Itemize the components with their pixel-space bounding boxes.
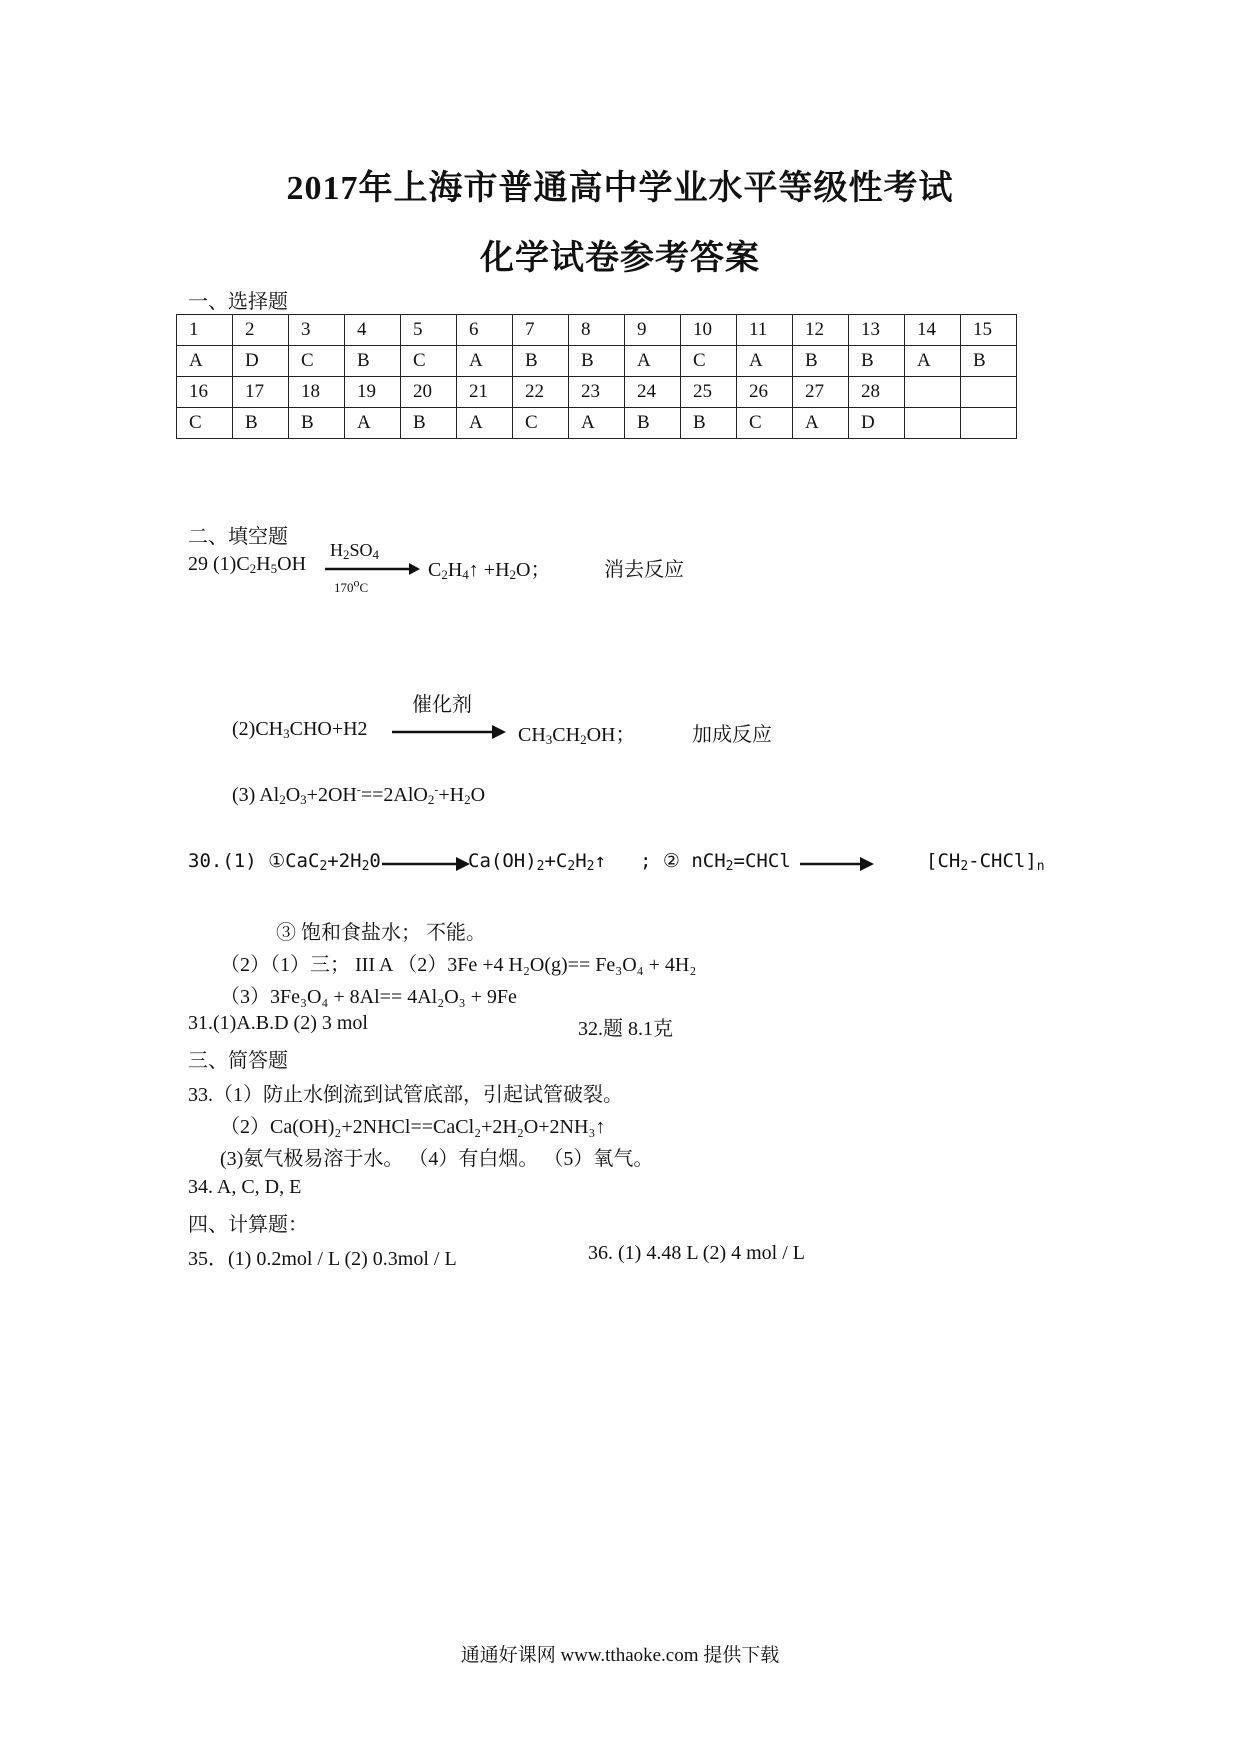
q35: 35．(1) 0.2mol / L (2) 0.3mol / L [188, 1248, 457, 1270]
page-subtitle: 化学试卷参考答案 [480, 240, 760, 277]
reaction-arrow-icon [800, 856, 876, 872]
question-number-cell: 2 [233, 315, 289, 346]
question-number-cell: 13 [849, 315, 905, 346]
answer-row [177, 408, 1017, 439]
question-number-cell: 3 [289, 315, 345, 346]
question-number-cell: 16 [177, 377, 233, 408]
answer-cell: A [625, 346, 681, 377]
answer-cell: D [233, 346, 289, 377]
q34: 34. A, C, D, E [188, 1176, 302, 1198]
q30-part1-b-product: $[CH_2-CHCl]_n$ [926, 850, 1045, 874]
q30-part1-a: 30.(1) $①CaC_2+2H_20$ [188, 850, 381, 874]
q29-part2-reactant: $(2)CH_3CHO+H2$ [232, 718, 368, 741]
question-number-cell: 15 [961, 315, 1017, 346]
question-number-cell: 9 [625, 315, 681, 346]
question-number-cell: 6 [457, 315, 513, 346]
answer-cell: A [457, 346, 513, 377]
question-number-cell: 26 [737, 377, 793, 408]
question-number-cell: 25 [681, 377, 737, 408]
question-number-cell: 5 [401, 315, 457, 346]
q29-part1-reactant: 29 $(1)C_2H_5OH$ [188, 553, 307, 576]
answer-cell: C [737, 408, 793, 439]
q29-part1-type: 消去反应 [604, 559, 684, 581]
answer-cell: C [401, 346, 457, 377]
answer-cell: C [177, 408, 233, 439]
answer-cell: B [681, 408, 737, 439]
question-number-row [177, 315, 1017, 346]
question-number-cell [961, 377, 1017, 408]
q29-part2-product: $CH_3CH_2OH$； [518, 724, 636, 747]
footer-credit: 通通好课网 www.tthaoke.com 提供下载 [460, 1645, 780, 1666]
question-number-row [177, 377, 1017, 408]
q33-part1: 33.（1）防止水倒流到试管底部，引起试管破裂。 [188, 1084, 623, 1106]
reaction-arrow-icon [392, 724, 508, 740]
question-number-cell: 4 [345, 315, 401, 346]
answer-cell: A [457, 408, 513, 439]
section-short-heading: 三、简答题 [188, 1050, 288, 1072]
question-number-cell: 7 [513, 315, 569, 346]
answer-cell: B [625, 408, 681, 439]
q29-part2-type: 加成反应 [692, 724, 772, 746]
question-number-cell: 14 [905, 315, 961, 346]
answer-cell: A [905, 346, 961, 377]
answer-cell: A [793, 408, 849, 439]
answer-cell: D [849, 408, 905, 439]
answer-cell: B [513, 346, 569, 377]
answer-cell [905, 408, 961, 439]
answer-cell: B [233, 408, 289, 439]
answer-cell: C [513, 408, 569, 439]
answer-cell: A [737, 346, 793, 377]
answer-cell: A [569, 408, 625, 439]
answer-cell: B [793, 346, 849, 377]
question-number-cell: 1 [177, 315, 233, 346]
question-number-cell: 19 [345, 377, 401, 408]
question-number-cell: 20 [401, 377, 457, 408]
q30-part1-b: ; ② nCH$_2$=CHCl [640, 850, 791, 874]
question-number-cell: 17 [233, 377, 289, 408]
q30-part1-note: ③ 饱和食盐水； 不能。 [276, 922, 486, 944]
answer-row [177, 346, 1017, 377]
answer-cell: B [961, 346, 1017, 377]
q30-part1-a-product: $Ca(OH)_2+C_2H_2↑$ [468, 850, 606, 874]
q29-condition-top: $H_2SO_4$ [330, 540, 380, 562]
answer-table [176, 314, 1017, 439]
reaction-arrow-icon [325, 562, 421, 576]
answer-cell: A [345, 408, 401, 439]
q30-part3: （3）3Fe₃O₄ + 8Al== 4Al₂O₃ + 9Fe [220, 986, 517, 1008]
question-number-cell: 23 [569, 377, 625, 408]
q29-condition-bottom: 170$^o$C [334, 575, 369, 595]
answer-cell [961, 408, 1017, 439]
q33-part3: (3)氨气极易溶于水。 （4）有白烟。 （5）氧气。 [220, 1148, 654, 1170]
q29-catalyst: 催化剂 [412, 694, 472, 716]
answer-cell: B [289, 408, 345, 439]
answer-cell: B [849, 346, 905, 377]
question-number-cell: 24 [625, 377, 681, 408]
question-number-cell: 27 [793, 377, 849, 408]
q33-part2: （2）Ca(OH)₂+2NHCl==CaCl₂+2H₂O+2NH₃↑ [220, 1116, 606, 1138]
answer-cell: B [569, 346, 625, 377]
answer-cell: C [289, 346, 345, 377]
answer-cell: B [345, 346, 401, 377]
q36: 36. (1) 4.48 L (2) 4 mol / L [588, 1242, 806, 1264]
q30-part2: （2）（1）三； III A （2）3Fe +4 H₂O(g)== Fe₃O₄ + 4H₂ [220, 954, 697, 976]
section-calc-heading: 四、计算题： [188, 1214, 308, 1236]
answer-cell: B [401, 408, 457, 439]
q31: 31.(1)A.B.D (2) 3 mol [188, 1012, 368, 1034]
question-number-cell: 22 [513, 377, 569, 408]
section-choice-heading: 一、选择题 [188, 291, 288, 313]
q29-part1-product: $C_2H_4↑ +H_2O$； [428, 559, 551, 582]
q29-part3: (3) $Al_2O_3+2OH^-==2AlO_2^-+H_2O$ [232, 782, 486, 807]
answer-cell: A [177, 346, 233, 377]
question-number-cell [905, 377, 961, 408]
q32: 32.题 8.1克 [578, 1018, 673, 1040]
question-number-cell: 28 [849, 377, 905, 408]
question-number-cell: 18 [289, 377, 345, 408]
question-number-cell: 11 [737, 315, 793, 346]
section-fill-heading: 二、填空题 [188, 526, 288, 548]
page-title: 2017年上海市普通高中学业水平等级性考试 [286, 170, 954, 207]
question-number-cell: 12 [793, 315, 849, 346]
question-number-cell: 21 [457, 377, 513, 408]
answer-cell: C [681, 346, 737, 377]
question-number-cell: 10 [681, 315, 737, 346]
reaction-arrow-icon [382, 856, 472, 872]
question-number-cell: 8 [569, 315, 625, 346]
